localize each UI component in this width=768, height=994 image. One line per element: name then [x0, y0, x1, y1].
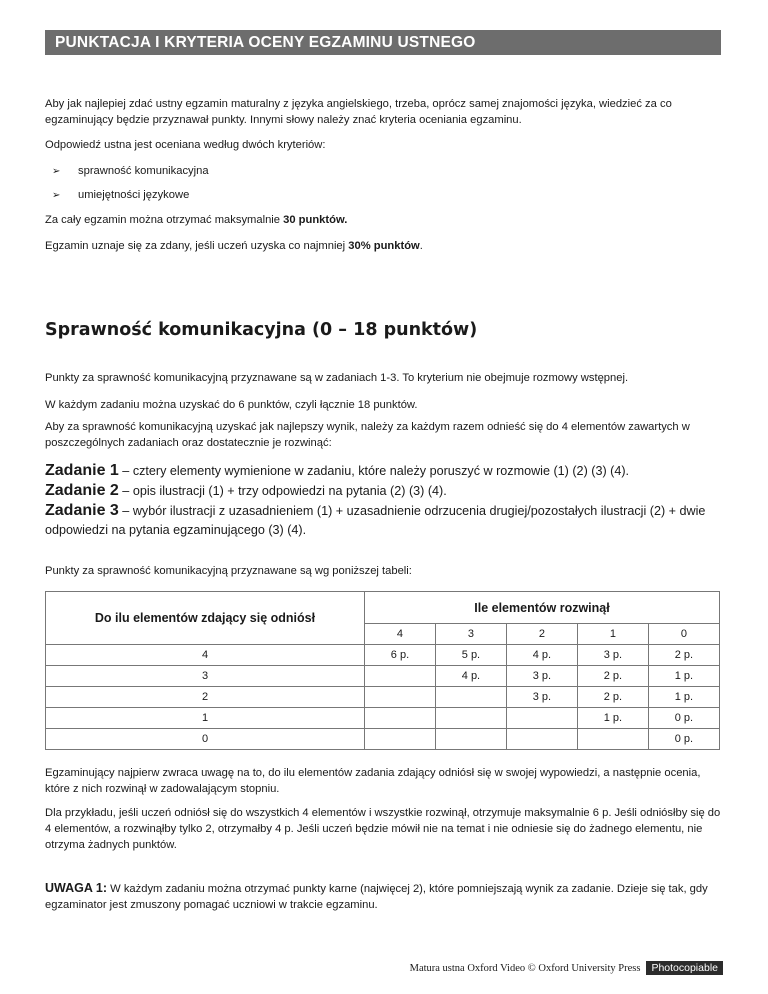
explanation-paragraph: Egzaminujący najpierw zwraca uwagę na to, do ilu elementów zadania zdający odniósł się w swojej wypowiedzi, a następnie ocenia, które z nich rozwinął w zadowalającym stopniu.: [45, 767, 701, 795]
criteria-intro: Odpowiedź ustna jest oceniana według dwóch kryteriów:: [45, 139, 326, 151]
header-bar: [45, 30, 721, 55]
score-cell: 1 p.: [577, 708, 648, 729]
row-label: 1: [46, 708, 365, 729]
score-cell: 3 p.: [577, 645, 648, 666]
row-label: 2: [46, 687, 365, 708]
arrow-bullet-icon: ➢: [52, 190, 61, 201]
col-label: 3: [435, 624, 506, 645]
task-3-description: Zadanie 3 – wybór ilustracji z uzasadnieniem (1) + uzasadnienie odrzucenia drugiej/pozostałych ilustracji (2) + dwie odpowiedzi na pytania egzaminującego (3) (4).: [45, 502, 706, 537]
score-cell: 0 p.: [648, 708, 719, 729]
page-title: PUNKTACJA I KRYTERIA OCENY EGZAMINU USTNEGO: [55, 34, 476, 51]
note-label: UWAGA 1:: [45, 881, 108, 895]
row-header-cell: Do ilu elementów zdający się odniósł: [46, 592, 365, 645]
table-row: [46, 687, 720, 708]
score-cell: [365, 666, 436, 687]
score-cell: [365, 708, 436, 729]
footer-text: Matura ustna Oxford Video © Oxford University Press: [409, 963, 641, 974]
row-label: 3: [46, 666, 365, 687]
row-label: 4: [46, 645, 365, 666]
task-1-description: Zadanie 1 – cztery elementy wymienione w zadaniu, które należy poruszyć w rozmowie (1) (2) (3) (4).: [45, 462, 630, 479]
section-paragraph-2: W każdym zadaniu można uzyskać do 6 punktów, czyli łącznie 18 punktów.: [45, 399, 418, 411]
criterion-item: ➢ sprawność komunikacyjna: [52, 163, 209, 180]
score-cell: [506, 729, 577, 750]
score-cell: [435, 687, 506, 708]
score-cell: [506, 708, 577, 729]
score-cell: 4 p.: [435, 666, 506, 687]
score-cell: 3 p.: [506, 687, 577, 708]
table-intro: Punkty za sprawność komunikacyjną przyznawane są wg poniższej tabeli:: [45, 565, 412, 577]
score-cell: 0 p.: [648, 729, 719, 750]
intro-paragraph: Aby jak najlepiej zdać ustny egzamin maturalny z języka angielskiego, trzeba, oprócz samej znajomości języka, wiedzieć za co egzaminujący będzie przyznawał punkty. Innymi słowy należy znać kryteria oceniania egzaminu.: [45, 98, 672, 126]
arrow-bullet-icon: ➢: [52, 166, 61, 177]
score-cell: 6 p.: [365, 645, 436, 666]
score-cell: [435, 729, 506, 750]
row-label: 0: [46, 729, 365, 750]
score-cell: 2 p.: [577, 687, 648, 708]
score-cell: 3 p.: [506, 666, 577, 687]
pass-threshold-text: Egzamin uznaje się za zdany, jeśli uczeń uzyska co najmniej 30% punktów.: [45, 240, 423, 252]
score-cell: 4 p.: [506, 645, 577, 666]
footer: [410, 961, 723, 975]
score-cell: [435, 708, 506, 729]
example-paragraph: Dla przykładu, jeśli uczeń odniósł się do wszystkich 4 elementów i wszystkie rozwinął, otrzymuje maksymalnie 6 p. Jeśli odniósłby się do 4 elementów, a rozwinąłby tylko 2, otrzymałby 4 p. Jeśli uczeń będzie mówił nie na temat i nie odniesie się do żadnego elementu, nie otrzyma żadnych punktów.: [45, 807, 721, 851]
section-paragraph-1: Punkty za sprawność komunikacyjną przyznawane są w zadaniach 1-3. To kryterium nie obejmuje rozmowy wstępnej.: [45, 372, 629, 384]
task-2-description: Zadanie 2 – opis ilustracji (1) + trzy odpowiedzi na pytania (2) (3) (4).: [45, 482, 447, 499]
score-cell: [577, 729, 648, 750]
table-row: [46, 666, 720, 687]
score-cell: 2 p.: [648, 645, 719, 666]
score-cell: 1 p.: [648, 687, 719, 708]
score-cell: 2 p.: [577, 666, 648, 687]
score-cell: [365, 729, 436, 750]
table-row: [46, 729, 720, 750]
col-label: 0: [648, 624, 719, 645]
col-label: 1: [577, 624, 648, 645]
max-points-text: Za cały egzamin można otrzymać maksymalnie 30 punktów.: [45, 214, 348, 226]
table-row: [46, 708, 720, 729]
col-label: 4: [365, 624, 436, 645]
col-label: 2: [506, 624, 577, 645]
score-cell: 1 p.: [648, 666, 719, 687]
criterion-item: ➢ umiejętności językowe: [52, 187, 189, 204]
section-paragraph-3: Aby za sprawność komunikacyjną uzyskać jak najlepszy wynik, należy za każdym razem odnieść się do 4 elementów zawartych w poszczególnych zadaniach oraz dostatecznie je rozwinąć:: [45, 421, 690, 449]
table-row: [46, 645, 720, 666]
section-heading: Sprawność komunikacyjna (0 – 18 punktów): [45, 320, 478, 340]
note-paragraph: UWAGA 1: W każdym zadaniu można otrzymać punkty karne (najwięcej 2), które pomniejszają wynik za zadanie. Dzieje się tak, gdy egzaminator jest zmuszony pomagać uczniowi w trakcie egzaminu.: [45, 881, 708, 911]
score-cell: 5 p.: [435, 645, 506, 666]
col-header-cell: Ile elementów rozwinął: [365, 592, 720, 624]
scoring-table: [45, 591, 720, 750]
score-cell: [365, 687, 436, 708]
photocopiable-badge: Photocopiable: [646, 961, 723, 975]
